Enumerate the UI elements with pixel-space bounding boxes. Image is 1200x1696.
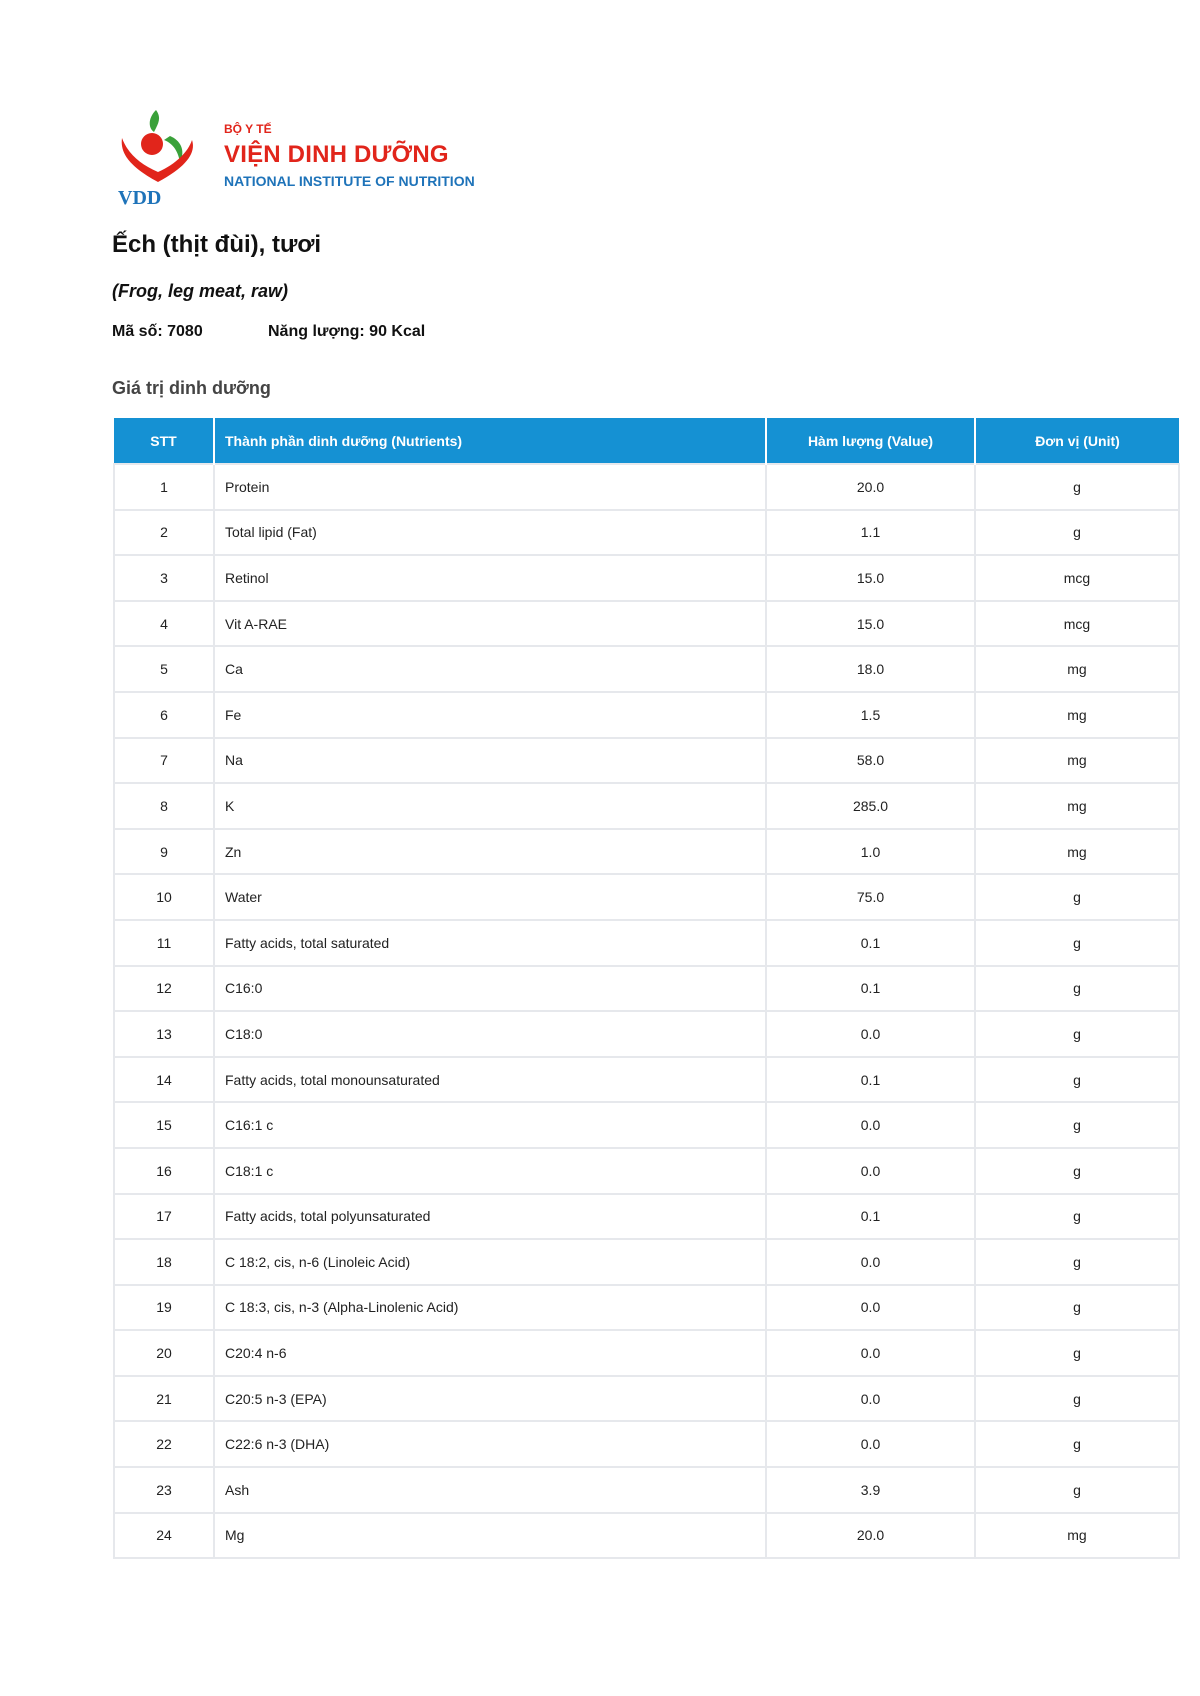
column-header-unit: Đơn vị (Unit) [975, 418, 1179, 464]
cell-stt: 18 [114, 1239, 214, 1285]
cell-value: 285.0 [766, 783, 975, 829]
cell-unit: g [975, 1421, 1179, 1467]
cell-stt: 20 [114, 1330, 214, 1376]
cell-unit: mg [975, 738, 1179, 784]
table-row [114, 1057, 1179, 1103]
table-row [114, 646, 1179, 692]
cell-nutrient: C18:0 [214, 1011, 766, 1057]
cell-value: 20.0 [766, 464, 975, 510]
food-code: Mã số: 7080 [112, 323, 203, 340]
table-row [114, 1467, 1179, 1513]
table-row [114, 829, 1179, 875]
cell-unit: mg [975, 783, 1179, 829]
cell-stt: 9 [114, 829, 214, 875]
cell-stt: 21 [114, 1376, 214, 1422]
food-meta [112, 322, 426, 342]
logo-text [224, 122, 475, 190]
cell-unit: g [975, 1330, 1179, 1376]
cell-nutrient: Protein [214, 464, 766, 510]
cell-stt: 22 [114, 1421, 214, 1467]
cell-nutrient: Water [214, 874, 766, 920]
cell-unit: g [975, 1285, 1179, 1331]
cell-value: 0.0 [766, 1421, 975, 1467]
food-title: Ếch (thịt đùi), tươi [112, 231, 322, 258]
cell-stt: 11 [114, 920, 214, 966]
cell-value: 0.1 [766, 1057, 975, 1103]
food-energy: Năng lượng: 90 Kcal [268, 323, 426, 340]
table-body [114, 464, 1179, 1558]
cell-value: 75.0 [766, 874, 975, 920]
cell-unit: g [975, 1057, 1179, 1103]
column-header-value: Hàm lượng (Value) [766, 418, 975, 464]
cell-unit: g [975, 1148, 1179, 1194]
table-row [114, 601, 1179, 647]
cell-value: 0.0 [766, 1285, 975, 1331]
table-row [114, 1148, 1179, 1194]
cell-unit: mg [975, 1513, 1179, 1559]
table-row [114, 1239, 1179, 1285]
cell-value: 58.0 [766, 738, 975, 784]
cell-stt: 19 [114, 1285, 214, 1331]
cell-stt: 24 [114, 1513, 214, 1559]
cell-stt: 2 [114, 510, 214, 556]
cell-unit: mcg [975, 601, 1179, 647]
cell-unit: g [975, 1194, 1179, 1240]
cell-unit: g [975, 1376, 1179, 1422]
cell-value: 0.0 [766, 1011, 975, 1057]
vdd-emblem-icon [118, 108, 198, 206]
cell-stt: 4 [114, 601, 214, 647]
cell-value: 15.0 [766, 555, 975, 601]
table-row [114, 874, 1179, 920]
table-row [114, 1102, 1179, 1148]
cell-value: 0.0 [766, 1330, 975, 1376]
header-row [114, 418, 1179, 464]
cell-nutrient: C20:5 n-3 (EPA) [214, 1376, 766, 1422]
cell-value: 0.0 [766, 1102, 975, 1148]
cell-value: 1.5 [766, 692, 975, 738]
cell-nutrient: C 18:3, cis, n-3 (Alpha-Linolenic Acid) [214, 1285, 766, 1331]
table-header [114, 418, 1179, 464]
table-row [114, 966, 1179, 1012]
table-row [114, 738, 1179, 784]
cell-nutrient: Mg [214, 1513, 766, 1559]
cell-unit: g [975, 1011, 1179, 1057]
cell-nutrient: Fe [214, 692, 766, 738]
cell-nutrient: Retinol [214, 555, 766, 601]
cell-nutrient: Fatty acids, total polyunsaturated [214, 1194, 766, 1240]
cell-unit: mg [975, 692, 1179, 738]
table-row [114, 1285, 1179, 1331]
cell-value: 18.0 [766, 646, 975, 692]
logo-abbrev: VDD [118, 187, 162, 206]
cell-value: 15.0 [766, 601, 975, 647]
cell-nutrient: C16:1 c [214, 1102, 766, 1148]
column-header-stt: STT [114, 418, 214, 464]
cell-stt: 13 [114, 1011, 214, 1057]
cell-value: 0.1 [766, 920, 975, 966]
cell-nutrient: Zn [214, 829, 766, 875]
cell-stt: 23 [114, 1467, 214, 1513]
cell-unit: g [975, 874, 1179, 920]
cell-stt: 5 [114, 646, 214, 692]
cell-nutrient: K [214, 783, 766, 829]
cell-nutrient: Ca [214, 646, 766, 692]
cell-stt: 3 [114, 555, 214, 601]
table-row [114, 783, 1179, 829]
table-row [114, 1421, 1179, 1467]
section-title: Giá trị dinh dưỡng [112, 378, 271, 398]
table-row [114, 1376, 1179, 1422]
column-header-nutrient: Thành phần dinh dưỡng (Nutrients) [214, 418, 766, 464]
table-row [114, 920, 1179, 966]
cell-value: 0.1 [766, 966, 975, 1012]
cell-stt: 10 [114, 874, 214, 920]
cell-stt: 15 [114, 1102, 214, 1148]
food-english-name: (Frog, leg meat, raw) [112, 281, 289, 301]
cell-unit: g [975, 510, 1179, 556]
cell-unit: g [975, 966, 1179, 1012]
table-row [114, 692, 1179, 738]
table-row [114, 510, 1179, 556]
cell-nutrient: Na [214, 738, 766, 784]
cell-unit: g [975, 1239, 1179, 1285]
cell-unit: mg [975, 646, 1179, 692]
cell-nutrient: Fatty acids, total monounsaturated [214, 1057, 766, 1103]
cell-value: 0.1 [766, 1194, 975, 1240]
cell-nutrient: C20:4 n-6 [214, 1330, 766, 1376]
institute-name-en: NATIONAL INSTITUTE OF NUTRITION [224, 173, 475, 189]
cell-unit: g [975, 464, 1179, 510]
cell-stt: 7 [114, 738, 214, 784]
cell-value: 0.0 [766, 1239, 975, 1285]
cell-nutrient: C 18:2, cis, n-6 (Linoleic Acid) [214, 1239, 766, 1285]
cell-stt: 1 [114, 464, 214, 510]
cell-stt: 8 [114, 783, 214, 829]
cell-nutrient: Vit A-RAE [214, 601, 766, 647]
table-row [114, 1330, 1179, 1376]
cell-nutrient: Total lipid (Fat) [214, 510, 766, 556]
cell-unit: g [975, 1102, 1179, 1148]
cell-stt: 6 [114, 692, 214, 738]
cell-value: 0.0 [766, 1376, 975, 1422]
cell-value: 20.0 [766, 1513, 975, 1559]
table-row [114, 1011, 1179, 1057]
cell-value: 1.1 [766, 510, 975, 556]
cell-value: 0.0 [766, 1148, 975, 1194]
nutrients-table [113, 418, 1180, 1559]
table-row [114, 464, 1179, 510]
cell-stt: 12 [114, 966, 214, 1012]
cell-stt: 16 [114, 1148, 214, 1194]
cell-unit: g [975, 920, 1179, 966]
cell-value: 1.0 [766, 829, 975, 875]
table-row [114, 555, 1179, 601]
cell-stt: 17 [114, 1194, 214, 1240]
cell-unit: g [975, 1467, 1179, 1513]
institute-name-vi: VIỆN DINH DƯỠNG [224, 141, 449, 168]
vdd-logo [118, 108, 498, 208]
cell-unit: mg [975, 829, 1179, 875]
table-row [114, 1194, 1179, 1240]
table-row [114, 1513, 1179, 1559]
cell-unit: mcg [975, 555, 1179, 601]
cell-nutrient: C18:1 c [214, 1148, 766, 1194]
ministry-label: BỘ Y TẾ [224, 122, 272, 136]
cell-nutrient: Ash [214, 1467, 766, 1513]
cell-nutrient: C22:6 n-3 (DHA) [214, 1421, 766, 1467]
cell-stt: 14 [114, 1057, 214, 1103]
cell-nutrient: C16:0 [214, 966, 766, 1012]
cell-nutrient: Fatty acids, total saturated [214, 920, 766, 966]
cell-value: 3.9 [766, 1467, 975, 1513]
